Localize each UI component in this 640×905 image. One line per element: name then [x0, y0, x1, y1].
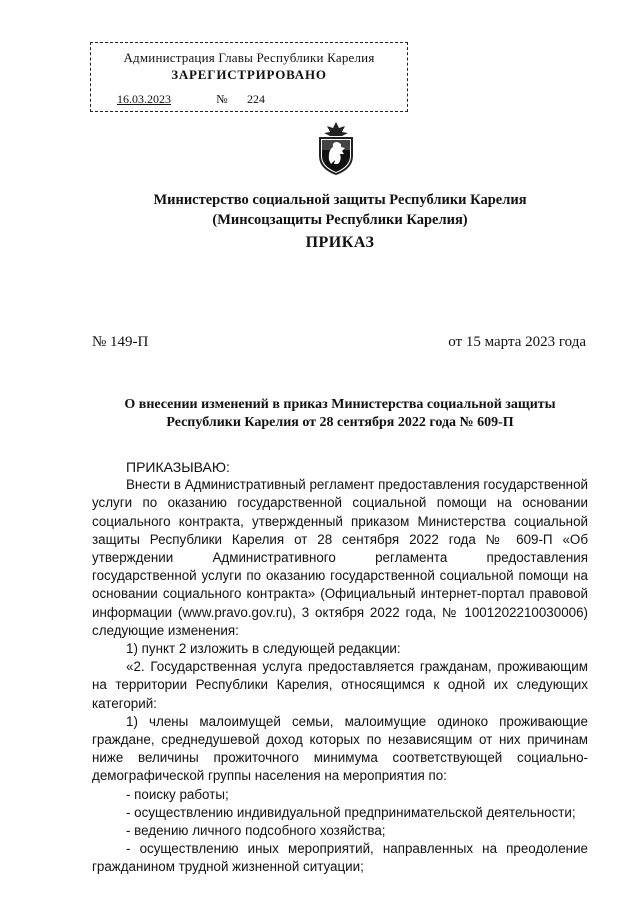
list-item: - осуществлению иных мероприятий, направленных на преодоление гражданином трудной жизненной ситуации; — [92, 841, 588, 875]
body-paragraph: 1) члены малоимущей семьи, малоимущие одиноко проживающие граждане, среднедушевой доход которых по независящим от них причинам ниже величины прожиточного минимума соответствующей социально-демографической группы населения на мероприятия по: — [92, 713, 588, 784]
subject-line-1: О внесении изменений в приказ Министерства социальной защиты — [124, 397, 556, 412]
stamp-authority: Администрация Главы Республики Карелия — [123, 50, 375, 65]
stamp-registration-line — [117, 91, 307, 108]
order-subject — [60, 396, 620, 432]
stamp-number: 224 — [247, 92, 265, 106]
stamp-date: 16.03.2023 — [117, 92, 171, 106]
body-paragraph: Внести в Административный регламент предоставления государственной услуги по оказанию государственной социальной помощи на основании социального контракта, утвержденный приказом Министерства социальной защиты Республики Карелия от 28 сентября 2022 года № 609-П «Об утверждении Административного регламента предоставления государственной услуги по оказанию государственной социальной помощи на основании социального контракта» (Официальный интернет-портал правовой информации (www.pravo.gov.ru), 3 октября 2022 года, № 1001202210030006) следующие изменения: — [92, 477, 588, 638]
stamp-registered-label: ЗАРЕГИСТРИРОВАНО — [171, 67, 327, 82]
document-type: ПРИКАЗ — [305, 234, 375, 251]
order-opener: ПРИКАЗЫВАЮ: — [126, 459, 230, 475]
list-item: - ведению личного подсобного хозяйства; — [126, 823, 386, 839]
order-date: от 15 марта 2023 года — [448, 334, 586, 350]
coat-of-arms-icon — [312, 120, 360, 176]
body-paragraph: 1) пункт 2 изложить в следующей редакции: — [126, 641, 401, 657]
stamp-number-label: № — [216, 92, 228, 106]
ministry-full-name: Министерство социальной защиты Республики Карелия — [153, 192, 527, 208]
body-paragraph: «2. Государственная услуга предоставляется гражданам, проживающим на территории Республики Карелия, относящимся к одной их следующих категорий: — [92, 659, 588, 711]
ministry-name — [60, 190, 620, 230]
ministry-short-name: (Минсоцзащиты Республики Карелия) — [212, 212, 468, 228]
registration-stamp — [90, 42, 408, 112]
list-item: - поиску работы; — [126, 786, 229, 802]
document-body — [92, 458, 588, 877]
order-number: № 149-П — [92, 334, 149, 350]
list-item: - осуществлению индивидуальной предпринимательской деятельности; — [126, 804, 576, 820]
subject-line-2: Республики Карелия от 28 сентября 2022 года № 609-П — [166, 415, 514, 430]
